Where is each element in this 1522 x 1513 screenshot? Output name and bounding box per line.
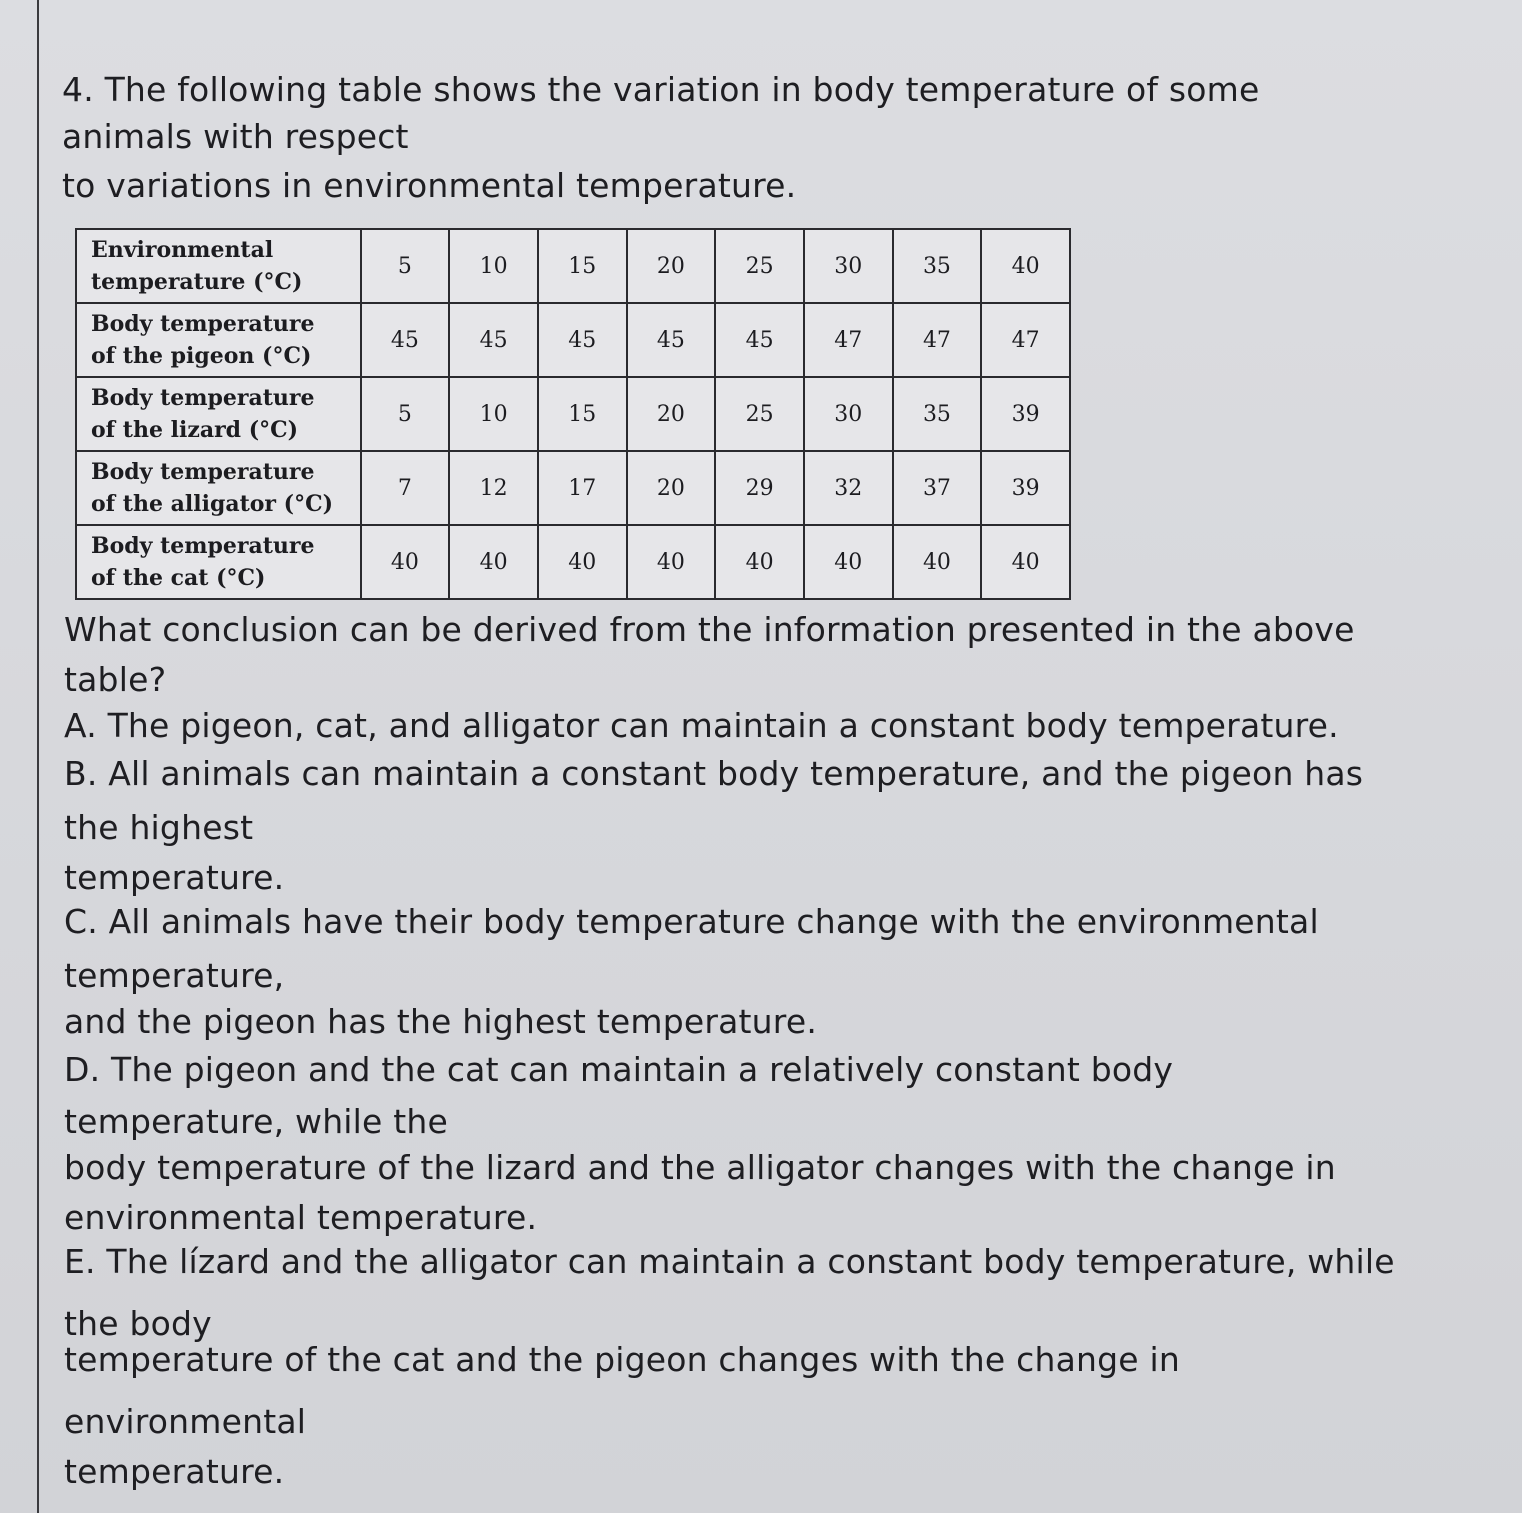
table-cell: 17 [538, 451, 627, 525]
option-b-line-1: B. All animals can maintain a constant body temperature, and the pigeon has [64, 754, 1364, 793]
row-label [76, 377, 361, 451]
option-e-line-3: temperature of the cat and the pigeon changes with the change in [64, 1340, 1180, 1379]
table-cell: 40 [361, 525, 450, 599]
table-cell: 47 [804, 303, 893, 377]
table-cell: 30 [804, 229, 893, 303]
option-d-line-4: environmental temperature. [64, 1198, 538, 1237]
row-label-line-1: Body temperature [91, 311, 315, 337]
table-cell: 45 [449, 303, 538, 377]
prompt-line-2: table? [64, 660, 167, 699]
option-d-line-1: D. The pigeon and the cat can maintain a relatively constant body [64, 1050, 1174, 1089]
alligator-row [76, 451, 1070, 525]
table-cell: 39 [981, 451, 1070, 525]
row-label-line-2: of the cat (°C) [91, 565, 266, 591]
table-cell: 40 [627, 525, 716, 599]
table-cell: 30 [804, 377, 893, 451]
table-cell: 20 [627, 377, 716, 451]
table-cell: 10 [449, 229, 538, 303]
table-cell: 35 [893, 229, 982, 303]
table-cell: 5 [361, 377, 450, 451]
cat-row [76, 525, 1070, 599]
row-label [76, 451, 361, 525]
temperature-table [75, 228, 1071, 600]
table-cell: 32 [804, 451, 893, 525]
table-cell: 47 [893, 303, 982, 377]
table-cell: 45 [361, 303, 450, 377]
table-cell: 47 [981, 303, 1070, 377]
row-label [76, 229, 361, 303]
table-cell: 5 [361, 229, 450, 303]
option-e-line-4: environmental [64, 1402, 307, 1441]
table-cell: 37 [893, 451, 982, 525]
table-cell: 15 [538, 229, 627, 303]
table-cell: 12 [449, 451, 538, 525]
table-cell: 35 [893, 377, 982, 451]
row-label-line-1: Body temperature [91, 533, 315, 559]
table-cell: 10 [449, 377, 538, 451]
table-cell: 25 [715, 229, 804, 303]
row-label-line-2: of the pigeon (°C) [91, 343, 312, 369]
option-d-line-3: body temperature of the lizard and the alligator changes with the change in [64, 1148, 1336, 1187]
table-cell: 15 [538, 377, 627, 451]
row-label-line-2: of the alligator (°C) [91, 491, 333, 517]
option-e-line-5: temperature. [64, 1452, 285, 1491]
table-cell: 20 [627, 229, 716, 303]
table-cell: 39 [981, 377, 1070, 451]
option-e-line-2: the body [64, 1304, 212, 1343]
option-c-line-3: and the pigeon has the highest temperature. [64, 1002, 818, 1041]
margin-line [37, 0, 39, 1513]
option-c-line-1: C. All animals have their body temperature change with the environmental [64, 902, 1319, 941]
row-label-line-2: of the lizard (°C) [91, 417, 299, 443]
question-line-3: to variations in environmental temperature. [62, 166, 797, 205]
row-label-line-2: temperature (°C) [91, 269, 303, 295]
table-cell: 40 [538, 525, 627, 599]
table-cell: 40 [893, 525, 982, 599]
table-cell: 40 [715, 525, 804, 599]
option-c-line-2: temperature, [64, 956, 285, 995]
option-d-line-2: temperature, while the [64, 1102, 448, 1141]
row-label-line-1: Environmental [91, 237, 274, 263]
row-label [76, 525, 361, 599]
question-line-1: 4. The following table shows the variation in body temperature of some [62, 70, 1260, 109]
option-b-line-2: the highest [64, 808, 254, 847]
table-cell: 25 [715, 377, 804, 451]
environmental-temperature-row [76, 229, 1070, 303]
table-cell: 45 [538, 303, 627, 377]
question-line-2: animals with respect [62, 117, 409, 156]
option-e-line-1: E. The lízard and the alligator can maintain a constant body temperature, while [64, 1242, 1395, 1281]
table-cell: 45 [715, 303, 804, 377]
table-cell: 45 [627, 303, 716, 377]
temperature-table-wrapper [75, 228, 1071, 600]
table-cell: 20 [627, 451, 716, 525]
row-label-line-1: Body temperature [91, 385, 315, 411]
table-cell: 7 [361, 451, 450, 525]
pigeon-row [76, 303, 1070, 377]
table-cell: 40 [804, 525, 893, 599]
table-cell: 40 [449, 525, 538, 599]
table-cell: 29 [715, 451, 804, 525]
table-cell: 40 [981, 525, 1070, 599]
prompt-line-1: What conclusion can be derived from the information presented in the above [64, 610, 1355, 649]
lizard-row [76, 377, 1070, 451]
table-cell: 40 [981, 229, 1070, 303]
row-label [76, 303, 361, 377]
row-label-line-1: Body temperature [91, 459, 315, 485]
option-b-line-3: temperature. [64, 858, 285, 897]
option-a: A. The pigeon, cat, and alligator can maintain a constant body temperature. [64, 706, 1339, 745]
